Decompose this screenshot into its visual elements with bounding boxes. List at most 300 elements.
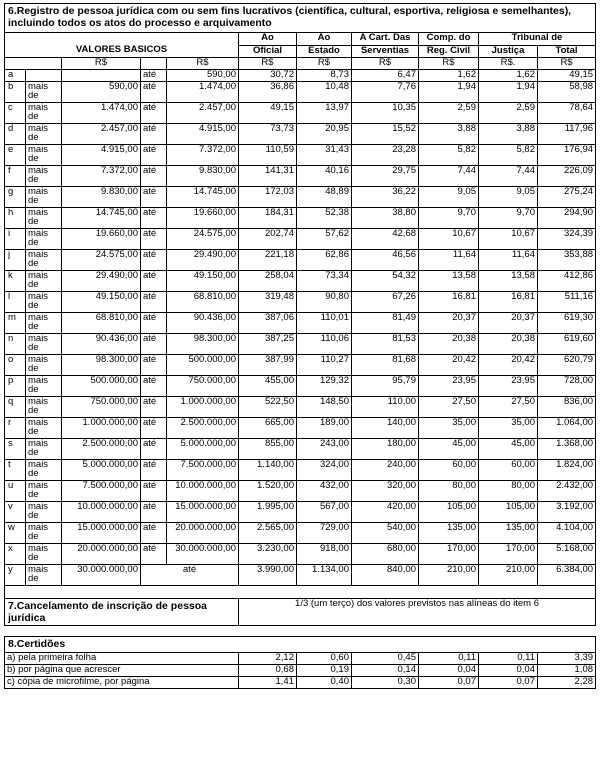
- row-from: 30.000.000,00: [62, 565, 141, 586]
- row-oficial: 258,04: [239, 271, 297, 292]
- row-estado: 110,01: [297, 313, 352, 334]
- row-mais: mais de: [26, 565, 62, 586]
- row-ate: até: [141, 544, 167, 565]
- row-estado: 148,50: [297, 397, 352, 418]
- certidao-estado: 0,40: [297, 677, 352, 689]
- table-row: [5, 439, 596, 460]
- row-total: 412,86: [538, 271, 596, 292]
- row-mais: mais de: [26, 292, 62, 313]
- row-cart: 680,00: [352, 544, 419, 565]
- row-oficial: 202,74: [239, 229, 297, 250]
- currency-cart: R$: [352, 58, 419, 70]
- certidao-total: 3,39: [538, 653, 596, 665]
- spacer-row: [5, 586, 596, 599]
- row-justica: 16,81: [479, 292, 538, 313]
- certidao-comp: 0,04: [419, 665, 479, 677]
- row-letter: v: [5, 502, 26, 523]
- row-mais: mais de: [26, 187, 62, 208]
- row-to: 10.000.000,00: [167, 481, 239, 502]
- row-letter: k: [5, 271, 26, 292]
- row-comp: 23,95: [419, 376, 479, 397]
- currency-to: R$: [167, 58, 239, 70]
- row-justica: 105,00: [479, 502, 538, 523]
- row-letter: j: [5, 250, 26, 271]
- row-total: 1.064,00: [538, 418, 596, 439]
- row-cart: 110,00: [352, 397, 419, 418]
- row-total: 2.432,00: [538, 481, 596, 502]
- row-letter: l: [5, 292, 26, 313]
- row-cart: 42,68: [352, 229, 419, 250]
- row-cart: 15,52: [352, 124, 419, 145]
- row-to: 20.000.000,00: [167, 523, 239, 544]
- row-cart: 420,00: [352, 502, 419, 523]
- table-row: [5, 145, 596, 166]
- row-estado: 48,89: [297, 187, 352, 208]
- row-ate: até: [141, 145, 167, 166]
- row-total: 49,15: [538, 70, 596, 82]
- row-letter: d: [5, 124, 26, 145]
- table-row: [5, 229, 596, 250]
- row-oficial: 522,50: [239, 397, 297, 418]
- row-total: 176,94: [538, 145, 596, 166]
- row-mais: [26, 70, 62, 82]
- header-estado-2: Estado: [297, 45, 352, 58]
- table-row: [5, 376, 596, 397]
- row-justica: 170,00: [479, 544, 538, 565]
- table-row: [5, 460, 596, 481]
- row-to: 7.372,00: [167, 145, 239, 166]
- row-total: 117,96: [538, 124, 596, 145]
- row-mais: mais de: [26, 229, 62, 250]
- row-comp: 7,44: [419, 166, 479, 187]
- row-to: 68.810,00: [167, 292, 239, 313]
- row-total: 78,64: [538, 103, 596, 124]
- row-mais: mais de: [26, 544, 62, 565]
- row-estado: 31,43: [297, 145, 352, 166]
- table-row: [5, 103, 596, 124]
- row-cart: 81,68: [352, 355, 419, 376]
- row-ate: até: [141, 565, 239, 586]
- table-row: [5, 502, 596, 523]
- row-oficial: 73,73: [239, 124, 297, 145]
- table-row: [5, 313, 596, 334]
- row-mais: mais de: [26, 82, 62, 103]
- row-letter: m: [5, 313, 26, 334]
- certidao-estado: 0,60: [297, 653, 352, 665]
- row-ate: até: [141, 481, 167, 502]
- row-comp: 9,70: [419, 208, 479, 229]
- certidao-oficial: 1,41: [239, 677, 297, 689]
- row-total: 226,09: [538, 166, 596, 187]
- fee-table-sheet: [4, 3, 595, 689]
- row-oficial: 387,06: [239, 313, 297, 334]
- table-row: [5, 481, 596, 502]
- row-estado: 57,62: [297, 229, 352, 250]
- row-estado: 729,00: [297, 523, 352, 544]
- row-letter: q: [5, 397, 26, 418]
- row-from: 750.000,00: [62, 397, 141, 418]
- row-oficial: 665,00: [239, 418, 297, 439]
- row-estado: 10,48: [297, 82, 352, 103]
- row-mais: mais de: [26, 397, 62, 418]
- table-row: [5, 250, 596, 271]
- row-comp: 11,64: [419, 250, 479, 271]
- row-total: 620,79: [538, 355, 596, 376]
- row-letter: n: [5, 334, 26, 355]
- row-ate: até: [141, 439, 167, 460]
- row-cart: 540,00: [352, 523, 419, 544]
- row-from: 29.490,00: [62, 271, 141, 292]
- header-tribunal: Tribunal de: [479, 33, 596, 46]
- row-ate: até: [141, 124, 167, 145]
- header-total: Total: [538, 45, 596, 58]
- row-total: 4.104,00: [538, 523, 596, 544]
- row-cart: 67,26: [352, 292, 419, 313]
- row-from: 4.915,00: [62, 145, 141, 166]
- row-justica: 35,00: [479, 418, 538, 439]
- row-estado: 73,34: [297, 271, 352, 292]
- row-from: 9.830,00: [62, 187, 141, 208]
- row-estado: 40,16: [297, 166, 352, 187]
- row-ate: até: [141, 523, 167, 544]
- table-row: [5, 271, 596, 292]
- row-oficial: 221,18: [239, 250, 297, 271]
- row-to: 4.915,00: [167, 124, 239, 145]
- row-cart: 81,49: [352, 313, 419, 334]
- certidao-cart: 0,14: [352, 665, 419, 677]
- row-comp: 210,00: [419, 565, 479, 586]
- row-cart: 840,00: [352, 565, 419, 586]
- row-justica: 5,82: [479, 145, 538, 166]
- row-oficial: 30,72: [239, 70, 297, 82]
- certidao-total: 2,28: [538, 677, 596, 689]
- row-estado: 13,97: [297, 103, 352, 124]
- currency-total: R$: [538, 58, 596, 70]
- row-total: 619,30: [538, 313, 596, 334]
- certidao-cart: 0,30: [352, 677, 419, 689]
- row-ate: até: [141, 313, 167, 334]
- row-oficial: 1.140,00: [239, 460, 297, 481]
- table-row: [5, 653, 596, 665]
- currency-blank: [5, 58, 62, 70]
- row-ate: até: [141, 82, 167, 103]
- row-from: 10.000.000,00: [62, 502, 141, 523]
- row-total: 5.168,00: [538, 544, 596, 565]
- row-oficial: 49,15: [239, 103, 297, 124]
- header-comp-2: Reg. Civil: [419, 45, 479, 58]
- row-oficial: 172,03: [239, 187, 297, 208]
- row-to: 19.660,00: [167, 208, 239, 229]
- row-to: 500.000,00: [167, 355, 239, 376]
- header-blank: [5, 33, 239, 46]
- certidao-justica: 0,11: [479, 653, 538, 665]
- row-comp: 10,67: [419, 229, 479, 250]
- row-mais: mais de: [26, 103, 62, 124]
- row-comp: 105,00: [419, 502, 479, 523]
- row-ate: até: [141, 271, 167, 292]
- row-comp: 2,59: [419, 103, 479, 124]
- row-justica: 1,62: [479, 70, 538, 82]
- row-oficial: 1.520,00: [239, 481, 297, 502]
- table-row: [5, 397, 596, 418]
- row-comp: 9,05: [419, 187, 479, 208]
- row-to: 5.000.000,00: [167, 439, 239, 460]
- row-cart: 38,80: [352, 208, 419, 229]
- row-comp: 35,00: [419, 418, 479, 439]
- header-valores-basicos: VALORES BÁSICOS: [5, 45, 239, 58]
- row-justica: 20,42: [479, 355, 538, 376]
- row-total: 275,24: [538, 187, 596, 208]
- row-oficial: 387,99: [239, 355, 297, 376]
- row-oficial: 855,00: [239, 439, 297, 460]
- row-mais: mais de: [26, 460, 62, 481]
- header-oficial-1: Ao: [239, 33, 297, 46]
- row-cart: 10,35: [352, 103, 419, 124]
- row-comp: 13,58: [419, 271, 479, 292]
- currency-estado: R$: [297, 58, 352, 70]
- row-comp: 20,38: [419, 334, 479, 355]
- row-to: 7.500.000,00: [167, 460, 239, 481]
- row-letter: a: [5, 70, 26, 82]
- row-ate: até: [141, 502, 167, 523]
- row-total: 58,98: [538, 82, 596, 103]
- row-from: 14.745,00: [62, 208, 141, 229]
- row-mais: mais de: [26, 313, 62, 334]
- row-cart: 140,00: [352, 418, 419, 439]
- row-from: 590,00: [62, 82, 141, 103]
- row-oficial: 3.990,00: [239, 565, 297, 586]
- row-ate: até: [141, 208, 167, 229]
- row-mais: mais de: [26, 124, 62, 145]
- section6-title: 6.Registro de pessoa jurídica com ou sem fins lucrativos (científica, cultural, esportiva, religiosa e semelhantes), incluindo todos os atos do processo e arquivamento: [5, 4, 596, 33]
- row-mais: mais de: [26, 376, 62, 397]
- row-from: 1.000.000,00: [62, 418, 141, 439]
- row-letter: r: [5, 418, 26, 439]
- certidao-cart: 0,45: [352, 653, 419, 665]
- row-justica: 9,05: [479, 187, 538, 208]
- row-letter: y: [5, 565, 26, 586]
- row-to: 29.490,00: [167, 250, 239, 271]
- row-from: 20.000.000,00: [62, 544, 141, 565]
- row-to: 2.500.000,00: [167, 418, 239, 439]
- row-estado: 8,73: [297, 70, 352, 82]
- row-ate: até: [141, 334, 167, 355]
- row-to: 590,00: [167, 70, 239, 82]
- row-to: 98.300,00: [167, 334, 239, 355]
- row-estado: 918,00: [297, 544, 352, 565]
- row-letter: w: [5, 523, 26, 544]
- row-letter: h: [5, 208, 26, 229]
- row-letter: i: [5, 229, 26, 250]
- gap-cell: [5, 626, 596, 637]
- certidao-label: b) por página que acrescer: [5, 665, 239, 677]
- table-row: [5, 565, 596, 586]
- row-comp: 3,88: [419, 124, 479, 145]
- row-comp: 60,00: [419, 460, 479, 481]
- gap-row: [5, 626, 596, 637]
- table-row: [5, 665, 596, 677]
- table-row: [5, 82, 596, 103]
- row-to: 15.000.000,00: [167, 502, 239, 523]
- row-oficial: 3.230,00: [239, 544, 297, 565]
- row-ate: até: [141, 166, 167, 187]
- row-comp: 20,37: [419, 313, 479, 334]
- row-letter: b: [5, 82, 26, 103]
- row-comp: 80,00: [419, 481, 479, 502]
- row-oficial: 110,59: [239, 145, 297, 166]
- row-from: 68.810,00: [62, 313, 141, 334]
- row-from: 90.436,00: [62, 334, 141, 355]
- table-row: [5, 292, 596, 313]
- section7-title: 7.Cancelamento de inscrição de pessoa jurídica: [5, 599, 239, 626]
- row-ate: até: [141, 397, 167, 418]
- row-cart: 180,00: [352, 439, 419, 460]
- row-estado: 110,27: [297, 355, 352, 376]
- row-from: 2.500.000,00: [62, 439, 141, 460]
- row-oficial: 184,31: [239, 208, 297, 229]
- currency-justica: R$.: [479, 58, 538, 70]
- row-oficial: 36,86: [239, 82, 297, 103]
- row-ate: até: [141, 376, 167, 397]
- row-justica: 1,94: [479, 82, 538, 103]
- row-oficial: 387,25: [239, 334, 297, 355]
- row-comp: 45,00: [419, 439, 479, 460]
- certidao-oficial: 2,12: [239, 653, 297, 665]
- row-ate: até: [141, 70, 167, 82]
- certidao-estado: 0,19: [297, 665, 352, 677]
- row-mais: mais de: [26, 145, 62, 166]
- row-to: 1.474,00: [167, 82, 239, 103]
- row-to: 2.457,00: [167, 103, 239, 124]
- row-estado: 129,32: [297, 376, 352, 397]
- row-ate: até: [141, 229, 167, 250]
- row-mais: mais de: [26, 166, 62, 187]
- row-cart: 320,00: [352, 481, 419, 502]
- row-total: 1.824,00: [538, 460, 596, 481]
- row-cart: 7,76: [352, 82, 419, 103]
- row-estado: 1.134,00: [297, 565, 352, 586]
- row-cart: 240,00: [352, 460, 419, 481]
- row-from: 15.000.000,00: [62, 523, 141, 544]
- row-total: 836,00: [538, 397, 596, 418]
- row-cart: 23,28: [352, 145, 419, 166]
- currency-comp: R$: [419, 58, 479, 70]
- row-justica: 80,00: [479, 481, 538, 502]
- row-from: 24.575,00: [62, 250, 141, 271]
- row-justica: 3,88: [479, 124, 538, 145]
- row-total: 1.368,00: [538, 439, 596, 460]
- row-to: 30.000.000,00: [167, 544, 239, 565]
- row-letter: u: [5, 481, 26, 502]
- currency-from: R$: [62, 58, 141, 70]
- row-mais: mais de: [26, 439, 62, 460]
- row-estado: 567,00: [297, 502, 352, 523]
- section7-text: 1/3 (um terço) dos valores previstos nas alíneas do item 6: [239, 599, 596, 626]
- table-row: [5, 208, 596, 229]
- row-from: 19.660,00: [62, 229, 141, 250]
- row-cart: 81,53: [352, 334, 419, 355]
- row-comp: 1,62: [419, 70, 479, 82]
- row-oficial: 141,31: [239, 166, 297, 187]
- header-estado-1: Ao: [297, 33, 352, 46]
- certidao-oficial: 0,68: [239, 665, 297, 677]
- row-mais: mais de: [26, 418, 62, 439]
- header-oficial-2: Oficial: [239, 45, 297, 58]
- row-justica: 20,38: [479, 334, 538, 355]
- header-cart-1: A Cart. Das: [352, 33, 419, 46]
- table-row: [5, 334, 596, 355]
- header-justica: Justiça: [479, 45, 538, 58]
- row-to: 1.000.000,00: [167, 397, 239, 418]
- table-row: [5, 355, 596, 376]
- row-justica: 23,95: [479, 376, 538, 397]
- row-comp: 135,00: [419, 523, 479, 544]
- row-from: 2.457,00: [62, 124, 141, 145]
- table-row: [5, 418, 596, 439]
- table-row: [5, 677, 596, 689]
- row-ate: até: [141, 250, 167, 271]
- row-ate: até: [141, 292, 167, 313]
- row-justica: 13,58: [479, 271, 538, 292]
- certidao-label: c) cópia de microfilme, por página: [5, 677, 239, 689]
- table-row: [5, 187, 596, 208]
- row-estado: 324,00: [297, 460, 352, 481]
- certidao-comp: 0,11: [419, 653, 479, 665]
- row-total: 511,16: [538, 292, 596, 313]
- row-cart: 54,32: [352, 271, 419, 292]
- row-cart: 29,75: [352, 166, 419, 187]
- row-mais: mais de: [26, 334, 62, 355]
- row-letter: s: [5, 439, 26, 460]
- currency-blank-2: [141, 58, 167, 70]
- row-to: 14.745,00: [167, 187, 239, 208]
- row-mais: mais de: [26, 208, 62, 229]
- row-estado: 90,80: [297, 292, 352, 313]
- row-justica: 20,37: [479, 313, 538, 334]
- row-justica: 135,00: [479, 523, 538, 544]
- row-estado: 52,38: [297, 208, 352, 229]
- row-from: 5.000.000,00: [62, 460, 141, 481]
- row-from: 49.150,00: [62, 292, 141, 313]
- table-row: [5, 70, 596, 82]
- row-ate: até: [141, 355, 167, 376]
- row-comp: 1,94: [419, 82, 479, 103]
- row-comp: 20,42: [419, 355, 479, 376]
- row-oficial: 2.565,00: [239, 523, 297, 544]
- row-comp: 16,81: [419, 292, 479, 313]
- row-mais: mais de: [26, 355, 62, 376]
- table-row: [5, 523, 596, 544]
- row-justica: 27,50: [479, 397, 538, 418]
- row-cart: 36,22: [352, 187, 419, 208]
- row-mais: mais de: [26, 523, 62, 544]
- row-comp: 27,50: [419, 397, 479, 418]
- section7-row: [5, 599, 596, 626]
- row-total: 324,39: [538, 229, 596, 250]
- certidao-comp: 0,07: [419, 677, 479, 689]
- row-to: 750.000,00: [167, 376, 239, 397]
- row-ate: até: [141, 187, 167, 208]
- row-estado: 243,00: [297, 439, 352, 460]
- row-total: 619,60: [538, 334, 596, 355]
- row-from: 7.500.000,00: [62, 481, 141, 502]
- row-from: [62, 70, 141, 82]
- row-mais: mais de: [26, 502, 62, 523]
- row-from: 500.000,00: [62, 376, 141, 397]
- row-from: 1.474,00: [62, 103, 141, 124]
- row-letter: e: [5, 145, 26, 166]
- row-oficial: 455,00: [239, 376, 297, 397]
